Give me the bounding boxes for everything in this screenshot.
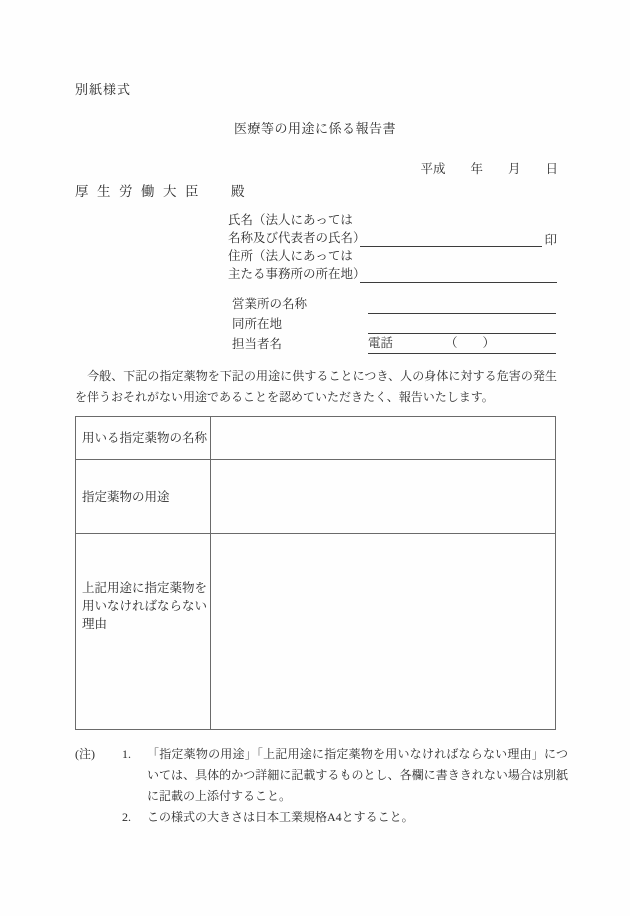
table-row-value-reason [211, 534, 556, 730]
applicant-name-label [228, 211, 366, 247]
applicant-address-label-line2: 主たる事務所の所在地） [228, 267, 366, 281]
note-2-number: 2. [122, 810, 131, 824]
applicant-address-label [228, 247, 366, 283]
office-name-fill-line [368, 294, 556, 314]
applicant-name-label-line2: 名称及び代表者の氏名） [228, 231, 366, 245]
table-row-value-substance-name [211, 417, 556, 460]
date-line: 平成 年 月 日 [420, 162, 558, 176]
notes-section [75, 744, 575, 828]
table-row-value-substance-use [211, 460, 556, 534]
phone-label: 電話 [368, 336, 394, 350]
declaration-paragraph: 今般、下記の指定薬物を下記の用途に供することにつき、人の身体に対する危害の発生を伴うおそれがない用途であることを認めていただきたく、報告いたします。 [75, 369, 557, 404]
applicant-block [228, 211, 557, 283]
note-1-number: 1. [122, 747, 131, 761]
phone-parentheses: （ ） [445, 336, 496, 350]
addressee-name: 厚生労働大臣 [75, 184, 207, 199]
contact-person-label: 担当者名 [232, 337, 283, 351]
designated-substance-table [75, 416, 556, 730]
office-name-label: 営業所の名称 [232, 297, 308, 311]
applicant-name-fill [360, 211, 557, 247]
table-row-label-substance-use [76, 460, 211, 534]
attachment-style-note: 別紙様式 [75, 82, 132, 97]
applicant-address-fill-line [360, 282, 557, 283]
note-item-1 [122, 744, 568, 807]
substance-use-label: 指定薬物の用途 [82, 489, 170, 504]
seal-label: 印 [544, 233, 557, 247]
note-1-text: 「指定薬物の用途」「上記用途に指定薬物を用いなければならない理由」については、具体的かつ詳細に記載するものとし、各欄に書ききれない場合は別紙に記載の上添付すること。 [147, 747, 568, 803]
substance-name-label: 用いる指定薬物の名称 [82, 431, 208, 445]
applicant-name-label-line1: 氏名（法人にあっては [228, 213, 353, 227]
notes-marker: (注) [75, 747, 95, 761]
notes-list [122, 744, 568, 828]
addressee-honorific: 殿 [231, 184, 245, 199]
office-address-row [232, 314, 556, 334]
applicant-address-label-line1: 住所（法人にあっては [228, 249, 353, 263]
contact-person-row [232, 334, 556, 354]
reason-label: 上記用途に指定薬物を用いなければならない理由 [82, 581, 208, 631]
addressee-line [75, 180, 245, 200]
applicant-name-row [228, 211, 557, 247]
phone-fill-line [368, 334, 556, 354]
office-address-label: 同所在地 [232, 317, 283, 331]
document-title: 医療等の用途に係る報告書 [233, 121, 396, 136]
office-name-row [232, 294, 556, 314]
office-block [232, 294, 556, 354]
note-item-2 [122, 807, 568, 828]
note-2-text: この様式の大きさは日本工業規格A4とすること。 [147, 810, 414, 824]
office-address-fill-line [368, 314, 556, 334]
applicant-address-row [228, 247, 557, 283]
table-row-label-substance-name [76, 417, 211, 460]
table-row-label-reason [76, 534, 211, 730]
applicant-address-fill [360, 247, 557, 283]
